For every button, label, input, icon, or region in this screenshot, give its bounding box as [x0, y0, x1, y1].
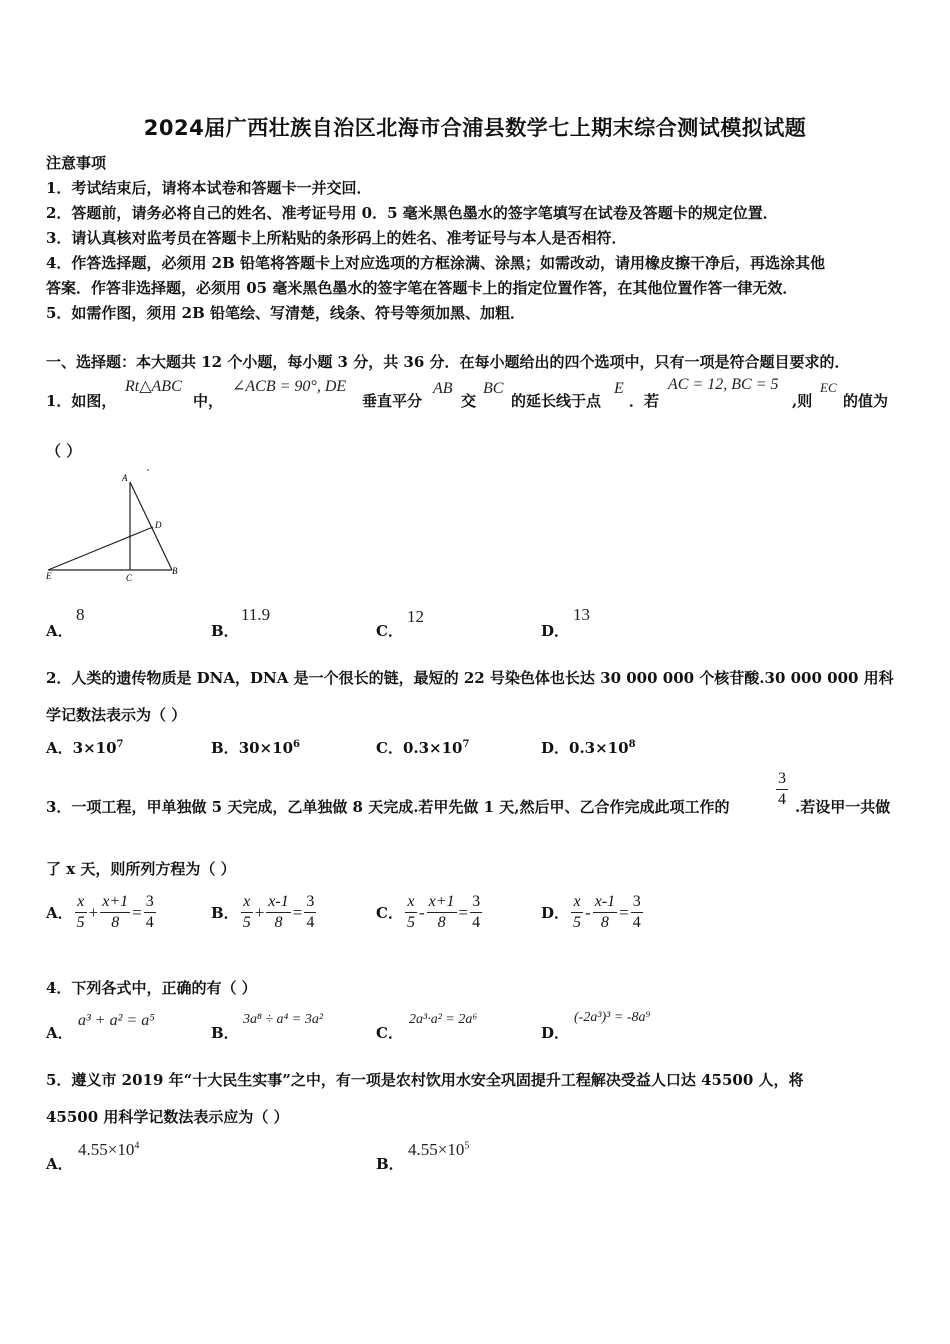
q1-math: ∠ACB = 90°, DE: [232, 378, 347, 395]
notice-item: 答案．作答非选择题，必须用 05 毫米黑色墨水的签字笔在答题卡上的指定位置作答，在其他位置作答一律无效．: [46, 279, 798, 297]
q5-option-a-label: A．: [46, 1155, 73, 1173]
q4-option-c: 2a³·a² = 2a⁶: [409, 1012, 478, 1027]
q4-option-b-label: B．: [211, 1024, 239, 1042]
notice-item: 1．考试结束后，请将本试卷和答题卡一并交回．: [46, 179, 372, 197]
q1-text: 垂直平分: [362, 392, 423, 410]
label-d: D: [155, 520, 162, 530]
notice-item: 4．作答选择题，必须用 2B 铅笔将答题卡上对应选项的方框涂满、涂黑；如需改动，请用橡皮擦干净后，再选涂其他: [46, 254, 826, 272]
section-heading: 一、选择题：本大题共 12 个小题，每小题 3 分，共 36 分．在每小题给出的四个选项中，只有一项是符合题目要求的．: [46, 353, 850, 371]
notice-heading: 注意事项: [46, 154, 107, 172]
notice-item: 2．答题前，请务必将自己的姓名、准考证号用 0．5 毫米黑色墨水的签字笔填写在试卷及答题卡的规定位置．: [46, 204, 778, 222]
q4-option-d: (-2a³)³ = -8a⁹: [574, 1010, 651, 1025]
q1-math: AC = 12, BC = 5: [668, 376, 779, 393]
line-ed: [48, 527, 153, 570]
q1-option-a-label: A．: [46, 622, 73, 640]
notice-item: 5．如需作图，须用 2B 铅笔绘、写清楚，线条、符号等须加黑、加粗．: [46, 304, 525, 322]
q1-math: EC: [820, 380, 837, 395]
q3-option-a: A． $\frac{x}{5}$ + $\frac{x+1}{8}$ = $\frac{3}{4}$: [46, 893, 154, 931]
q3-line-2: 了 x 天，则所列方程为（ ）: [46, 860, 236, 878]
q1-text: 的值为: [843, 392, 889, 410]
label-b: B: [172, 566, 178, 576]
line-ab: [130, 482, 172, 570]
q3-option-c: C． $\frac{x}{5}$ - $\frac{x+1}{8}$ = $\frac{3}{4}$: [376, 893, 481, 931]
q5-line-1: 5．遵义市 2019 年“十大民生实事”之中，有一项是农村饮用水安全巩固提升工程解决受益人口达 45500 人，将: [46, 1071, 804, 1089]
q1-text: 的延长线于点: [511, 392, 602, 410]
q4-option-b: 3a⁸ ÷ a⁴ = 3a²: [243, 1012, 324, 1027]
q3-option-d: D． $\frac{x}{5}$ - $\frac{x-1}{8}$ = $\frac{3}{4}$: [541, 893, 641, 931]
q4-option-c-label: C．: [376, 1024, 403, 1042]
label-a: A: [122, 473, 128, 483]
q2-option-b: B．$30\times 10^6$: [211, 739, 300, 757]
q1-text: ．若: [629, 392, 660, 410]
q1-math: AB: [433, 380, 453, 397]
q5-option-a: $4.55\times 10^4$: [78, 1140, 140, 1159]
q2-line-1: 2．人类的遗传物质是 DNA，DNA 是一个很长的链，最短的 22 号染色体也长达 30 000 000 个核苷酸.30 000 000 用科: [46, 669, 894, 687]
stray-dot: [147, 469, 149, 471]
q1-option-b-label: B．: [211, 622, 239, 640]
q1-answer-paren: （ ）: [46, 442, 82, 460]
q2-option-d: D．$0.3\times 10^8$: [541, 739, 636, 757]
q5-option-b-label: B．: [376, 1155, 404, 1173]
q4-stem: 4．下列各式中，正确的有（ ）: [46, 979, 257, 997]
q1-text: 交: [461, 392, 477, 410]
q3-fraction: $\frac{3}{4}$: [778, 770, 786, 808]
notice-item: 3．请认真核对监考员在答题卡上所粘贴的条形码上的姓名、准考证号与本人是否相符．: [46, 229, 627, 247]
q2-line-2: 学记数法表示为（ ）: [46, 706, 187, 724]
q5-option-b: $4.55\times 10^5$: [408, 1140, 470, 1159]
q1-math: BC: [483, 380, 504, 397]
q1-option-b: 11.9: [241, 605, 271, 624]
q1-math: Rt△ABC: [125, 378, 182, 395]
q1-option-d: 13: [573, 605, 590, 624]
q1-option-c: 12: [407, 607, 424, 626]
q3-line-1b: .若设甲一共做: [795, 798, 891, 816]
q4-option-d-label: D．: [541, 1024, 570, 1042]
q1-math: E: [614, 380, 624, 397]
q1-option-d-label: D．: [541, 622, 570, 640]
q1-text: 1．如图，: [46, 392, 117, 410]
triangle-figure: [40, 462, 190, 587]
q2-option-a: A．$3\times 10^7$: [46, 739, 124, 757]
q1-text: ,则: [792, 392, 813, 410]
label-e: E: [46, 571, 52, 581]
q4-option-a: a³ + a² = a⁵: [78, 1012, 155, 1029]
q1-option-a: 8: [76, 605, 85, 624]
q2-option-c: C．$0.3\times 10^7$: [376, 739, 470, 757]
q5-line-2: 45500 用科学记数法表示应为（ ）: [46, 1108, 289, 1126]
q4-option-a-label: A．: [46, 1024, 73, 1042]
page-title: 2024届广西壮族自治区北海市合浦县数学七上期末综合测试模拟试题: [143, 116, 807, 140]
q3-line-1: 3．一项工程，甲单独做 5 天完成，乙单独做 8 天完成.若甲先做 1 天,然后甲、乙合作完成此项工作的: [46, 798, 730, 816]
q3-option-b: B． $\frac{x}{5}$ + $\frac{x-1}{8}$ = $\frac{3}{4}$: [211, 893, 315, 931]
q1-text: 中，: [193, 392, 224, 410]
q1-option-c-label: C．: [376, 622, 403, 640]
label-c: C: [126, 573, 133, 583]
